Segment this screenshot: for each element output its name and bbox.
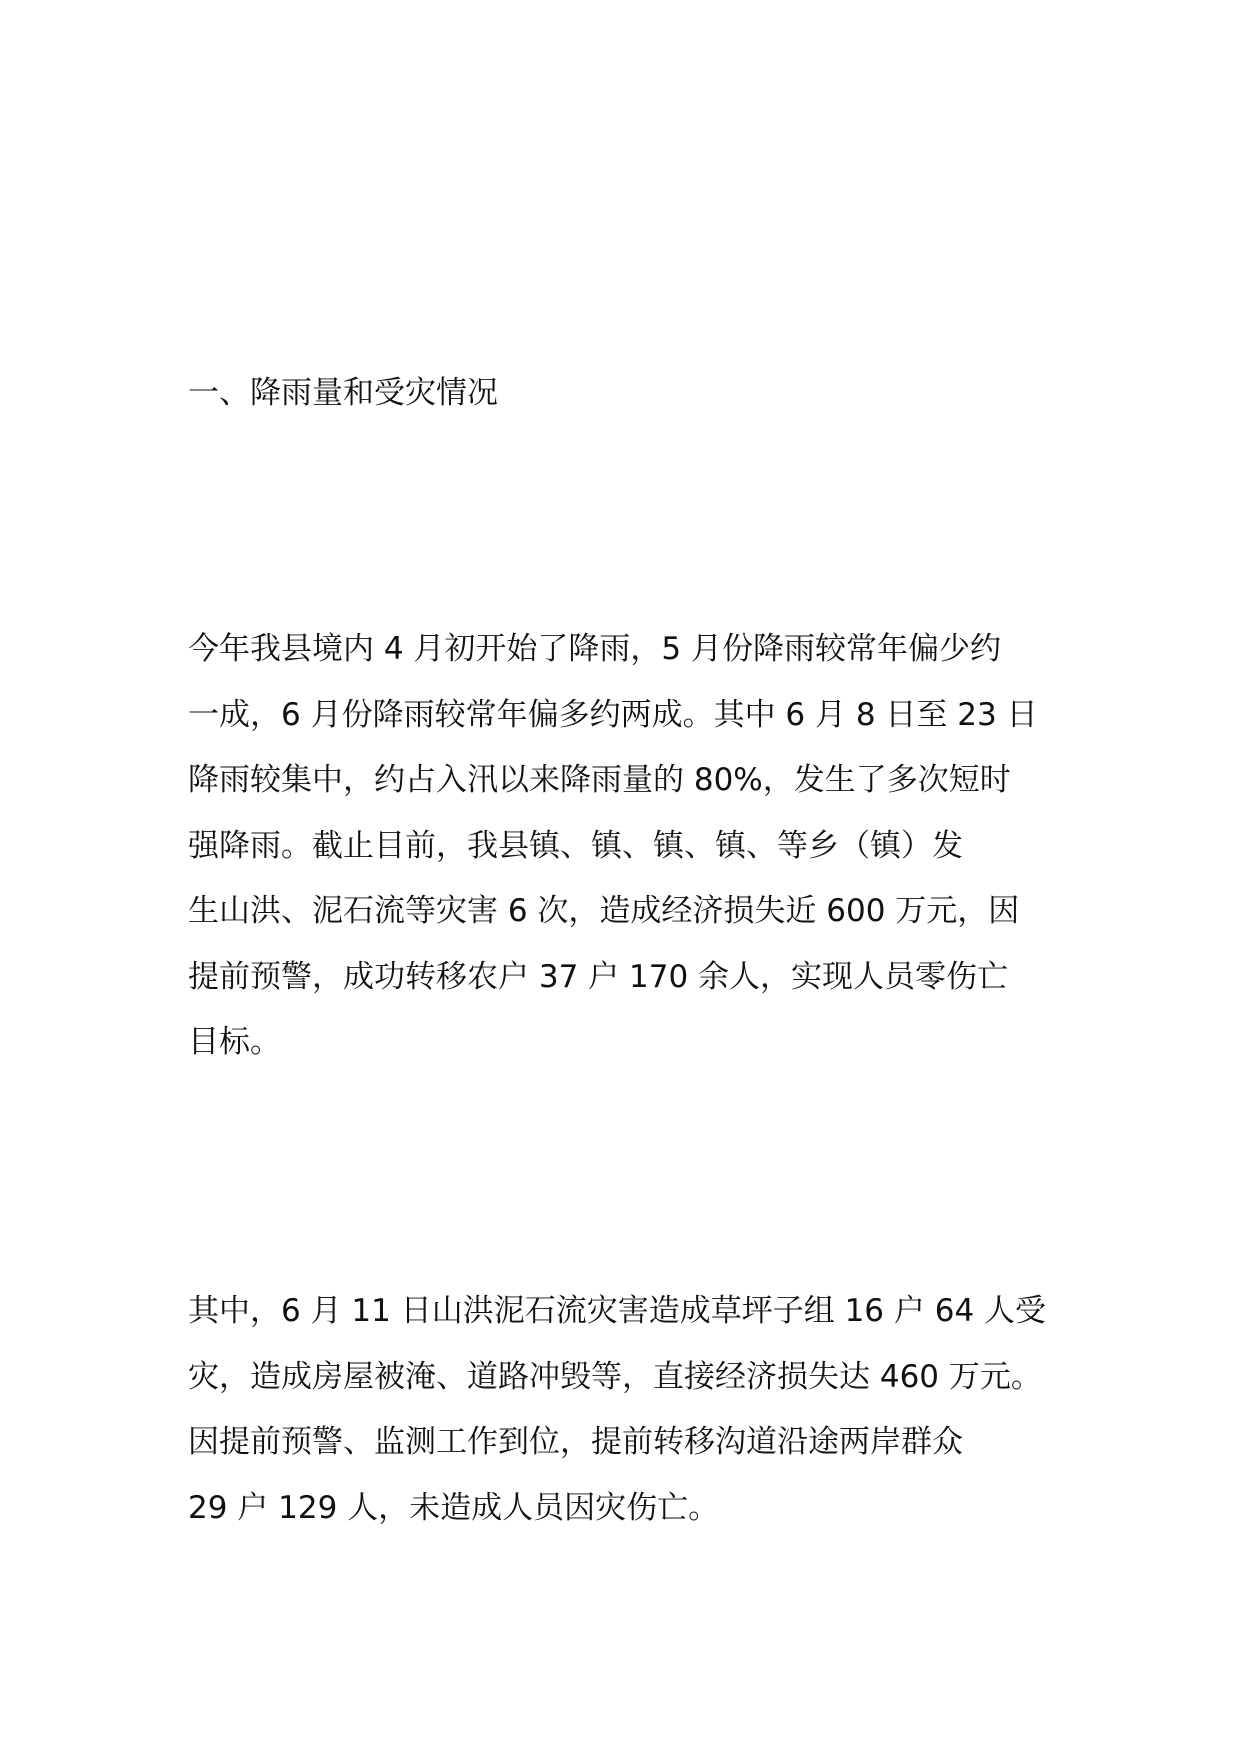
- paragraph-line: 今年我县境内 4 月初开始了降雨，5 月份降雨较常年偏少约: [188, 631, 1002, 667]
- paragraph-line: 目标。: [188, 1024, 281, 1060]
- section-heading: 一、降雨量和受灾情况: [188, 375, 498, 411]
- paragraph-line: 因提前预警、监测工作到位，提前转移沟道沿途两岸群众: [188, 1424, 963, 1460]
- paragraph-line: 生山洪、泥石流等灾害 6 次，造成经济损失近 600 万元，因: [188, 893, 1020, 929]
- paragraph-line: 一成，6 月份降雨较常年偏多约两成。其中 6 月 8 日至 23 日: [188, 696, 1038, 733]
- paragraph-rainfall-overview: [188, 617, 1068, 1076]
- paragraph-line: 灾，造成房屋被淹、道路冲毁等，直接经济损失达 460 万元。: [188, 1358, 1042, 1395]
- paragraph-line: 其中，6 月 11 日山洪泥石流灾害造成草坪子组 16 户 64 人受: [188, 1293, 1047, 1329]
- paragraph-line: 降雨较集中，约占入汛以来降雨量的 80%，发生了多次短时: [188, 762, 1011, 798]
- paragraph-line: 强降雨。截止目前，我县镇、镇、镇、镇、等乡（镇）发: [188, 827, 963, 864]
- paragraph-line: 29 户 129 人，未造成人员因灾伤亡。: [188, 1489, 720, 1526]
- paragraph-june-11-disaster: [188, 1279, 1068, 1541]
- paragraph-line: 提前预警，成功转移农户 37 户 170 余人，实现人员零伤亡: [188, 958, 1009, 995]
